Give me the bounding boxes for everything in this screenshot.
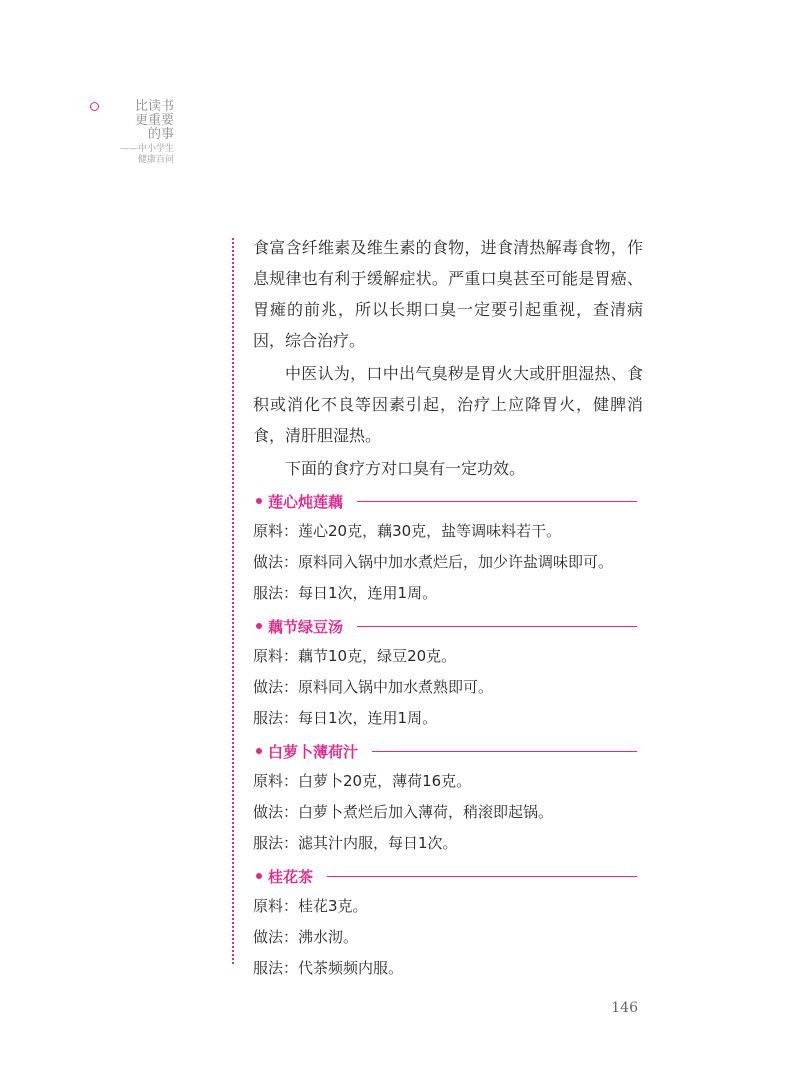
main-content [253, 232, 643, 984]
header-title-line: 的事 [147, 127, 174, 142]
recipe-title: 莲心炖莲藕 [268, 492, 344, 511]
header-title [102, 100, 174, 142]
recipe-usage: 服法：每日1次，连用1周。 [253, 584, 438, 602]
bullet-icon [256, 748, 262, 754]
heading-rule [357, 501, 637, 502]
bullet-icon [256, 498, 262, 504]
header-title-line: 比读书 [134, 99, 174, 114]
recipe-usage: 服法：每日1次，连用1周。 [253, 709, 438, 727]
heading-rule [372, 751, 637, 752]
recipe-heading [253, 611, 643, 641]
recipe-ingredients: 原料：莲心20克，藕30克，盐等调味料若干。 [253, 522, 562, 540]
recipe-title: 白萝卜薄荷汁 [268, 742, 359, 761]
recipe-usage: 服法：代茶频频内服。 [253, 959, 404, 977]
dotted-margin-line [232, 238, 234, 964]
page-number: 146 [611, 1000, 638, 1016]
recipe-section [253, 486, 643, 609]
header-subtitle-line: 健康百问 [137, 155, 174, 165]
recipe-section [253, 861, 643, 984]
paragraph: 食富含纤维素及维生素的食物，进食清热解毒食物，作息规律也有利于缓解症状。严重口臭甚至可能是胃癌、胃瘫的前兆，所以长期口臭一定要引起重视，查清病因，综合治疗。 [253, 238, 643, 350]
recipe-method: 做法：白萝卜煮烂后加入薄荷，稍滚即起锅。 [253, 803, 554, 821]
heading-rule [327, 876, 637, 877]
recipe-heading [253, 486, 643, 516]
recipe-heading [253, 736, 643, 766]
recipe-method: 做法：原料同入锅中加水煮烂后，加少许盐调味即可。 [253, 553, 614, 571]
bullet-icon [256, 623, 262, 629]
recipe-ingredients: 原料：藕节10克，绿豆20克。 [253, 647, 457, 665]
recipe-method: 做法：沸水沏。 [253, 928, 359, 946]
header-subtitle [90, 144, 174, 166]
header-subtitle-line: ——中小学生 [119, 144, 174, 154]
recipe-heading [253, 861, 643, 891]
header-title-line: 更重要 [134, 113, 174, 128]
recipe-ingredients: 原料：白萝卜20克，薄荷16克。 [253, 772, 472, 790]
recipe-section [253, 611, 643, 734]
heading-rule [357, 626, 637, 627]
bullet-icon [256, 873, 262, 879]
recipe-usage: 服法：滤其汁内服，每日1次。 [253, 834, 458, 852]
recipe-ingredients: 原料：桂花3克。 [253, 897, 368, 915]
recipe-title: 桂花茶 [268, 867, 314, 886]
recipe-method: 做法：原料同入锅中加水煮熟即可。 [253, 678, 494, 696]
paragraph: 中医认为，口中出气臭秽是胃火大或肝胆湿热、食积或消化不良等因素引起，治疗上应降胃火，健脾消食，清肝胆湿热。 [253, 364, 643, 445]
recipe-section [253, 736, 643, 859]
circle-icon [90, 102, 99, 111]
recipe-title: 藕节绿豆汤 [268, 617, 344, 636]
paragraph: 下面的食疗方对口臭有一定功效。 [285, 459, 526, 478]
